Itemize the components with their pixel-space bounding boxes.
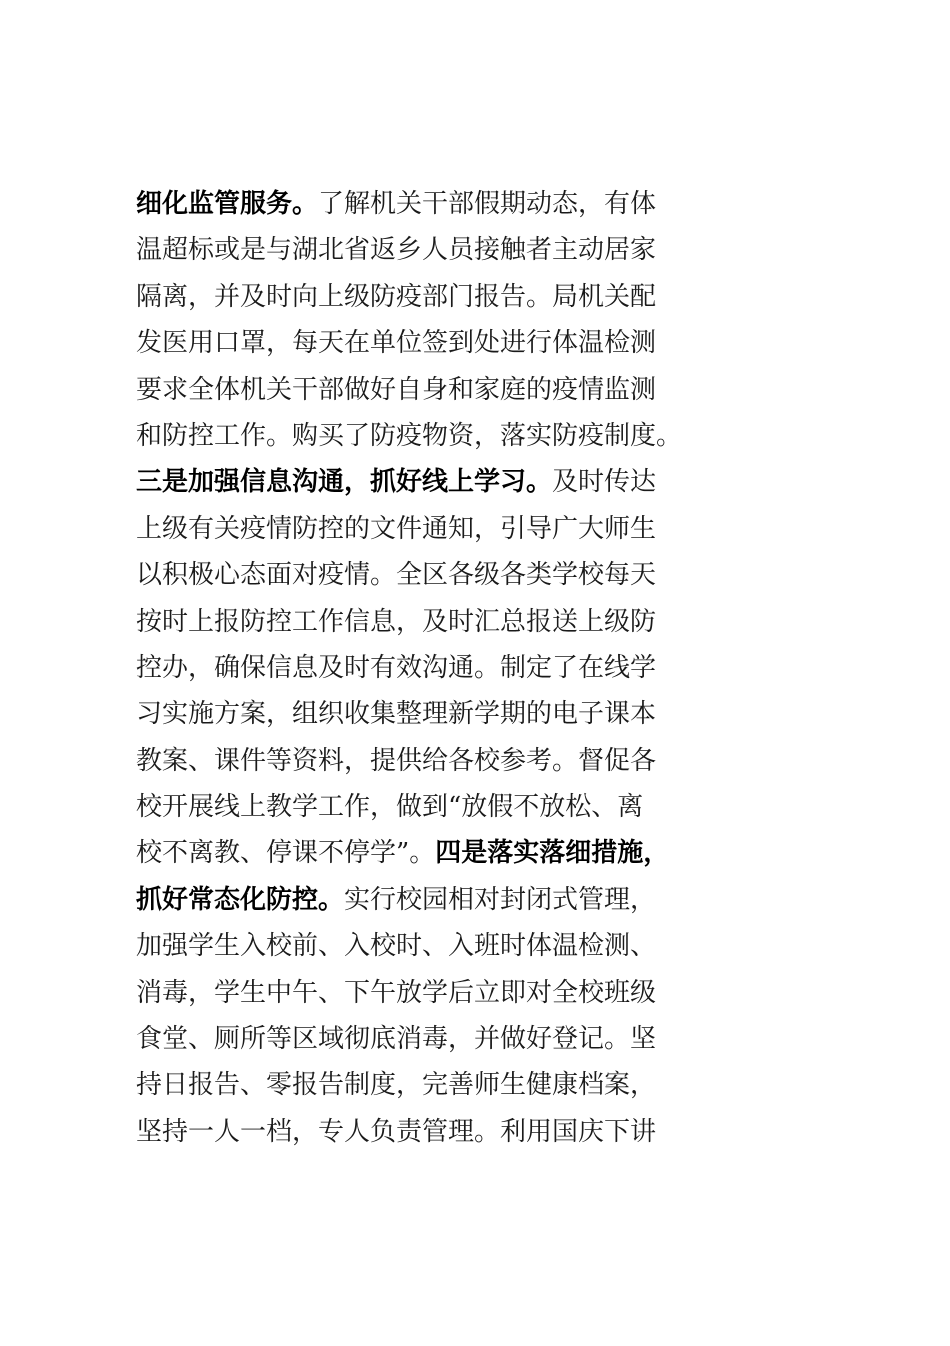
paragraph-text: 隔离，并及时向上级防疫部门报告。局机关配: [136, 281, 657, 312]
text-line: [136, 367, 848, 413]
paragraph-text: 温超标或是与湖北省返乡人员接触者主动居家: [136, 235, 657, 266]
paragraph-text: 校开展线上教学工作，做到“放假不放松、离: [136, 792, 644, 823]
text-line: [136, 970, 848, 1016]
paragraph-text: 习实施方案，组织收集整理新学期的电子课本: [136, 699, 657, 730]
paragraph-text: 加强学生入校前、入校时、入班时体温检测、: [136, 931, 657, 962]
text-line: [136, 691, 848, 737]
paragraph-text: 食堂、厕所等区域彻底消毒，并做好登记。坚: [136, 1024, 657, 1055]
paragraph-text: 要求全体机关干部做好自身和家庭的疫情监测: [136, 374, 657, 405]
paragraph-text: 按时上报防控工作信息，及时汇总报送上级防: [136, 606, 657, 637]
text-line: [136, 506, 848, 552]
paragraph-text: 和防控工作。购买了防疫物资，落实防疫制度。: [136, 420, 683, 451]
bold-heading-text: 四是落实落细措施，: [435, 838, 670, 869]
paragraph-text: 消毒，学生中午、下午放学后立即对全校班级: [136, 977, 657, 1008]
paragraph-text: 及时传达: [552, 467, 657, 498]
text-line: [136, 877, 848, 923]
paragraph-text: 持日报告、零报告制度，完善师生健康档案，: [136, 1070, 657, 1101]
text-line: [136, 459, 848, 505]
text-line: [136, 1062, 848, 1108]
paragraph-text: 上级有关疫情防控的文件通知，引导广大师生: [136, 513, 657, 544]
paragraph-text: 教案、课件等资料，提供给各校参考。督促各: [136, 745, 657, 776]
paragraph-text: 发医用口罩，每天在单位签到处进行体温检测: [136, 328, 657, 359]
paragraph-text: 校不离教、停课不停学”。: [136, 838, 436, 869]
paragraph-text: 了解机关干部假期动态，有体: [318, 189, 657, 219]
paragraph-text: 实行校园相对封闭式管理，: [344, 884, 657, 915]
text-line: [136, 645, 848, 691]
text-line: [136, 1109, 848, 1155]
paragraph-text: 以积极心态面对疫情。全区各级各类学校每天: [136, 560, 657, 591]
text-line: [136, 830, 848, 876]
text-line: [136, 274, 848, 320]
text-line: [136, 181, 848, 227]
bold-heading-text: 三是加强信息沟通，抓好线上学习。: [136, 467, 553, 498]
text-line: [136, 413, 848, 459]
text-line: [136, 1016, 848, 1062]
text-line: [136, 320, 848, 366]
text-line: [136, 227, 848, 273]
text-line: [136, 552, 848, 598]
paragraph-text: 控办，确保信息及时有效沟通。制定了在线学: [136, 652, 657, 683]
text-line: [136, 784, 848, 830]
text-line: [136, 599, 848, 645]
bold-heading-text: 细化监管服务。: [136, 189, 319, 219]
text-line: [136, 923, 848, 969]
text-line: [136, 738, 848, 784]
bold-heading-text: 抓好常态化防控。: [136, 884, 345, 915]
paragraph-text: 坚持一人一档，专人负责管理。利用国庆下讲: [136, 1116, 657, 1147]
body-text: [136, 181, 848, 1155]
